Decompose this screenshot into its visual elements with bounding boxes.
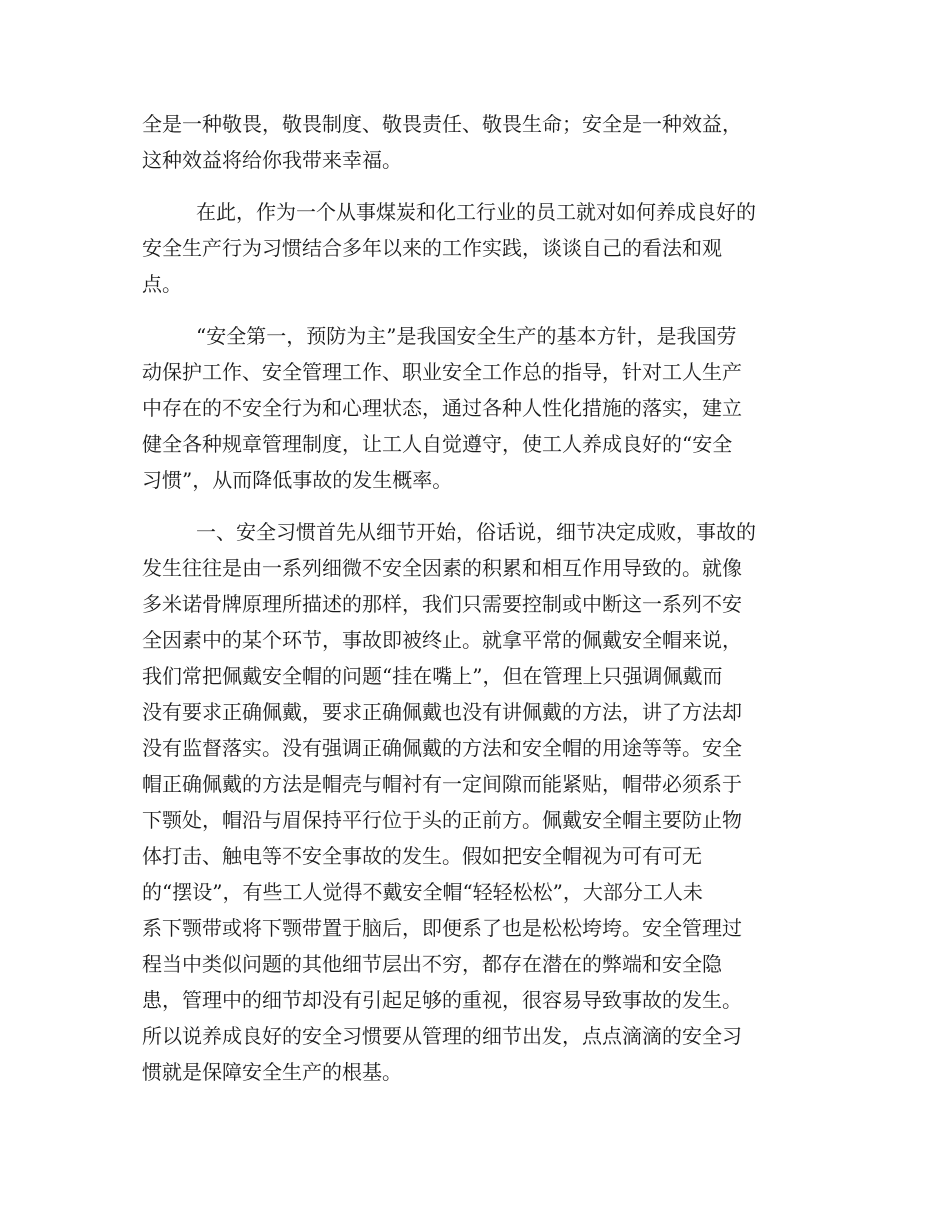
text-line: 患，管理中的细节却没有引起足够的重视，很容易导致事故的发生。 bbox=[142, 988, 742, 1012]
paragraph-2 bbox=[142, 194, 808, 302]
text-line: 我们常把佩戴安全帽的问题“挂在嘴上”，但在管理上只强调佩戴而 bbox=[142, 664, 723, 688]
text-line: 没有监督落实。没有强调正确佩戴的方法和安全帽的用途等等。安全 bbox=[142, 736, 742, 760]
text-line: 健全各种规章管理制度，让工人自觉遵守，使工人养成良好的“安全 bbox=[142, 432, 733, 456]
text-line: 所以说养成良好的安全习惯要从管理的细节出发，点点滴滴的安全习 bbox=[142, 1024, 742, 1048]
text-line: 惯就是保障安全生产的根基。 bbox=[142, 1060, 402, 1084]
text-line: 全因素中的某个环节，事故即被终止。就拿平常的佩戴安全帽来说， bbox=[142, 628, 742, 652]
paragraph-4 bbox=[142, 514, 808, 1090]
text-line: 全是一种敬畏，敬畏制度、敬畏责任、敬畏生命；安全是一种效益， bbox=[142, 112, 742, 136]
text-line: 没有要求正确佩戴，要求正确佩戴也没有讲佩戴的方法，讲了方法却 bbox=[142, 700, 742, 724]
paragraph-3 bbox=[142, 318, 808, 498]
text-line: 点。 bbox=[142, 272, 182, 296]
text-line: 在此，作为一个从事煤炭和化工行业的员工就对如何养成良好的 bbox=[196, 200, 756, 224]
text-line: 动保护工作、安全管理工作、职业安全工作总的指导，针对工人生产 bbox=[142, 360, 742, 384]
text-line: 这种效益将给你我带来幸福。 bbox=[142, 148, 402, 172]
text-line: 一、安全习惯首先从细节开始，俗话说，细节决定成败，事故的 bbox=[196, 520, 756, 544]
text-line: 程当中类似问题的其他细节层出不穷，都存在潜在的弊端和安全隐 bbox=[142, 952, 722, 976]
text-line: 多米诺骨牌原理所描述的那样，我们只需要控制或中断这一系列不安 bbox=[142, 592, 742, 616]
text-line: “安全第一，预防为主”是我国安全生产的基本方针，是我国劳 bbox=[196, 324, 737, 348]
text-line: 体打击、触电等不安全事故的发生。假如把安全帽视为可有可无 bbox=[142, 844, 702, 868]
text-line: 帽正确佩戴的方法是帽壳与帽衬有一定间隙而能紧贴，帽带必须系于 bbox=[142, 772, 742, 796]
text-line: 中存在的不安全行为和心理状态，通过各种人性化措施的落实，建立 bbox=[142, 396, 742, 420]
text-line: 的“摆设”，有些工人觉得不戴安全帽“轻轻松松”，大部分工人未 bbox=[142, 880, 703, 904]
text-line: 下颚处，帽沿与眉保持平行位于头的正前方。佩戴安全帽主要防止物 bbox=[142, 808, 742, 832]
text-line: 安全生产行为习惯结合多年以来的工作实践，谈谈自己的看法和观 bbox=[142, 236, 722, 260]
text-line: 发生往往是由一系列细微不安全因素的积累和相互作用导致的。就像 bbox=[142, 556, 742, 580]
text-line: 系下颚带或将下颚带置于脑后，即便系了也是松松垮垮。安全管理过 bbox=[142, 916, 742, 940]
text-line: 习惯”，从而降低事故的发生概率。 bbox=[142, 468, 453, 492]
document-page bbox=[142, 106, 808, 1106]
paragraph-1 bbox=[142, 106, 808, 178]
